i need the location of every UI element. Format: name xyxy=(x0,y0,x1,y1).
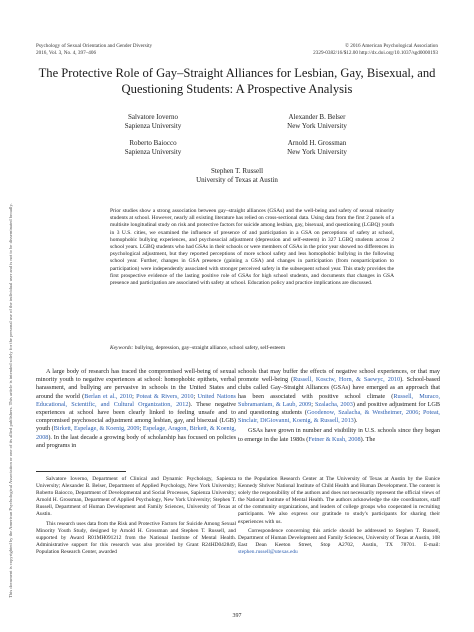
author-affiliation: New York University xyxy=(287,121,347,130)
article-title: The Protective Role of Gay–Straight Alliances for Lesbian, Gay, Bisexual, and Questioning Students: A Prospective Analysis xyxy=(38,66,436,96)
citation-link[interactable]: Goodenow, Szalacha, & Westheimer, 2006 xyxy=(306,409,419,417)
citation-link[interactable]: Szalacha, 2003 xyxy=(314,400,353,408)
author-2 xyxy=(242,113,392,130)
footnote-divider xyxy=(36,471,126,472)
journal-volume: 2016, Vol. 3, No. 4, 397–406 xyxy=(36,49,97,56)
author-name: Arnold H. Grossman xyxy=(287,139,347,147)
keywords-list: bullying, depression, gay–straight alliance, school safety, self-esteem xyxy=(134,345,286,351)
author-affiliation: Sapienza University xyxy=(124,147,182,156)
citation-link[interactable]: Poteat, Sinclair, DiGiovanni, Koenig, & Russell, 2013 xyxy=(238,409,440,425)
body-paragraph xyxy=(36,368,236,450)
text-run: schools that may buffer the effects of negative school experiences, or that may promote well-being ( xyxy=(238,368,440,384)
text-run: ; xyxy=(139,425,143,433)
body-column-left xyxy=(36,368,236,452)
author-affiliation: Sapienza University xyxy=(124,121,182,130)
journal-name: Psychology of Sexual Orientation and Gender Diversity xyxy=(36,43,153,49)
author-affiliation: University of Texas at Austin xyxy=(196,175,278,184)
text-run: A large body of research has traced the compromised well-being of sexual minority youth to negative experiences at school: homophobic epithets, verbal harassment, and bullying are pervasive in schools in the United States and around the world ( xyxy=(36,368,236,400)
text-run: ). School-based clubs called Gay–Straight Alliances (GSAs) have emerged as an approach that has been associated with positive school climate ( xyxy=(238,376,441,400)
text-run: ). xyxy=(353,417,358,425)
citation-link[interactable]: Poteat & Rivers, 2010 xyxy=(136,392,194,400)
text-run: ). These negative experiences at school have been clearly linked to feeling unsafe and to compromised psychosocial adjustment among lesbian, gay, and bisexual (LGB) youth ( xyxy=(36,400,236,433)
text-run: ; xyxy=(311,400,315,408)
keywords-label: Keywords: xyxy=(110,345,134,351)
body-column-right xyxy=(238,368,440,446)
author-name: Salvatore Ioverno xyxy=(128,113,178,121)
text-run: ; xyxy=(193,392,198,400)
page-number: 397 xyxy=(232,613,242,619)
citation-link[interactable]: Berlan et al., 2010 xyxy=(84,392,133,400)
author-5 xyxy=(162,167,312,184)
text-run: Correspondence concerning this article should be addressed to Stephen T. Russell, Department of Human Development and Family Sciences, University of Texas at Austin, 108 East Dean Keeton Street, Stop A2702, Austin, TX 78701. E-mail: xyxy=(238,527,440,548)
text-run: ). The xyxy=(360,435,376,443)
text-run: ) and positive adjustment for LGB and questioning students ( xyxy=(238,400,440,417)
author-name: Roberto Baiocco xyxy=(129,139,177,147)
author-3 xyxy=(78,139,228,156)
footnote-funding: This research uses data from the Risk and Protective Factors for Suicide Among Sexual Minority Youth Study, designed by Arnold H. Grossman and Stephen T. Russell, and supported by Award R01MH091212 from the National Institute of Mental Health. Administrative support for this research was also provided by Grant R24HD042849, Population Research Center, awarded xyxy=(36,520,236,555)
footnote-affiliations: Salvatore Ioverno, Department of Clinical and Dynamic Psychology, Sapienza University; Alexander B. Belser, Department of Applied Psychology, New York University; Roberto Baiocco, Department of Developmental and Social Processes, Sapienza University; Arnold H. Grossman, Department of Applied Psychology, New York University; Stephen T. Russell, Department of Human Development and Family Sciences, University of Texas at Austin. xyxy=(36,476,236,518)
text-run: ). In the last decade a growing body of scholarship has focused on policies and programs in xyxy=(36,433,236,449)
author-1 xyxy=(78,113,228,130)
side-note-text: This document is copyrighted by the American Psychological Association or one of its allied publishers. This article is intended solely for the personal use of the individual user and is not to be disseminated broadly. xyxy=(8,203,13,598)
copyright-header xyxy=(238,43,438,56)
abstract: Prior studies show a strong association between gay–straight alliances (GSAs) and the well-being and safety of sexual minority students at school. However, nearly all existing literature has relied on cross-sectional data. Using data from the first 2 panels of a multisite longitudinal study on risk and protective factors for suicide among lesbian, gay, bisexual, and questioning (LGBQ) youth in 3 U.S. cities, we examined the influence of presence of and participation in a GSA on perceptions of safety at school, homophobic bullying experiences, and psychosocial adjustment (depression and self-esteem) in 327 LGBQ students across 2 school years. LGBQ students who had GSAs in their schools or were members of GSAs in the prior year showed no differences in psychological adjustment, but they reported perceptions of more school safety and less homophobic bullying in the following school year. Further, changes in GSA presence (gaining a GSA) and changes in participation (from nonparticipation to participation) were independently associated with stronger perceived safety in the subsequent school year. This study provides the first prospective evidence of the lasting positive role of GSAs for high school students, and documents that changes in GSA presence and participation are associated with safety at school. Education policy and practice implications are discussed. xyxy=(110,208,394,287)
body-paragraph xyxy=(238,368,440,425)
citation-link[interactable]: Russell, Kosciw, Horn, & Saewyc, 2010 xyxy=(293,376,401,384)
citation-link[interactable]: United Nations Educational, Scientific, and Cultural Organization, 2012 xyxy=(36,392,236,408)
footnote-right xyxy=(238,476,440,558)
citation-link[interactable]: Espelage, Aragon, Birkett, & Koenig, 2008 xyxy=(36,425,236,441)
author-affiliation: New York University xyxy=(287,147,347,156)
copyright-side-note xyxy=(2,128,28,598)
keywords xyxy=(110,345,394,352)
citation-link[interactable]: Russell, Muraco, Subramaniam, & Laub, 2009 xyxy=(238,392,441,408)
email-link[interactable]: stephen.russell@utexas.edu xyxy=(238,548,298,555)
footnote-correspondence xyxy=(238,528,440,556)
citation-link[interactable]: Birkett, Espelage, & Koenig, 2009 xyxy=(53,425,140,433)
footnote-funding-cont: to the Population Research Center at The University of Texas at Austin by the Eunice Kennedy Shriver National Institute of Child Health and Human Development. The content is solely the responsibility of the authors and does not necessarily represent the official views of the National Institute of Mental Health. The authors acknowledge the site coordinators, staff of the community organizations, and leaders of college groups who cooperated in recruiting participants. We also express our gratitude to study's participants for sharing their experiences with us. xyxy=(238,476,440,525)
author-name: Alexander B. Belser xyxy=(288,113,346,121)
citation-link[interactable]: Fetner & Kush, 2008 xyxy=(308,435,361,443)
author-4 xyxy=(242,139,392,156)
footnote-left xyxy=(36,476,236,558)
author-name: Stephen T. Russell xyxy=(210,167,264,175)
text-run: ; xyxy=(418,409,423,417)
text-run: GSAs have grown in number and visibility in U.S. schools since they began to emerge in the late 1980s ( xyxy=(238,427,440,443)
journal-header xyxy=(36,43,236,56)
copyright-line: © 2016 American Psychological Association xyxy=(345,43,438,49)
doi-line[interactable]: 2329-0382/16/$12.00 http://dx.doi.org/10.1037/sgd0000193 xyxy=(313,49,438,56)
text-run: ; xyxy=(132,392,137,400)
body-paragraph xyxy=(238,427,440,443)
